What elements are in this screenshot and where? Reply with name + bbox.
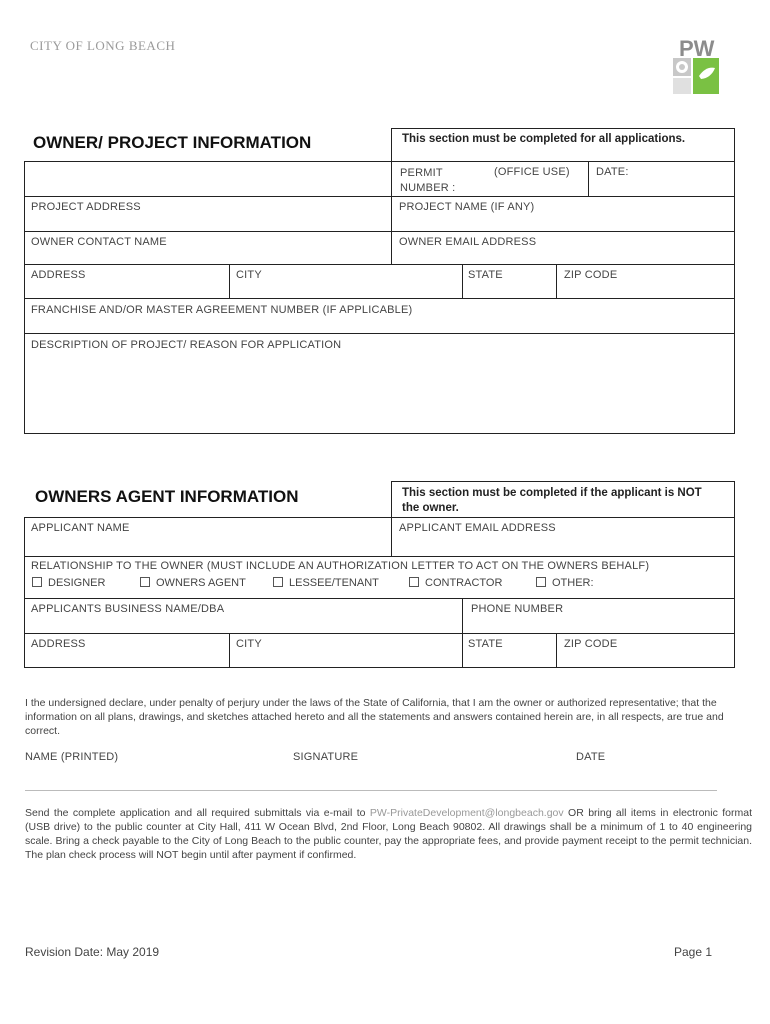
- submission-instructions: [25, 806, 752, 862]
- agent-address-field[interactable]: ADDRESS: [31, 638, 86, 650]
- project-name-field[interactable]: PROJECT NAME (IF ANY): [399, 201, 535, 213]
- checkbox-owners-agent[interactable]: [140, 577, 246, 589]
- signature-field[interactable]: SIGNATURE: [293, 751, 359, 763]
- agent-state-field[interactable]: STATE: [468, 638, 503, 650]
- applicant-name-field[interactable]: APPLICANT NAME: [31, 522, 130, 534]
- checkbox-label: CONTRACTOR: [425, 577, 503, 589]
- checkbox-box[interactable]: [273, 577, 283, 587]
- checkbox-label: OTHER:: [552, 577, 594, 589]
- relationship-label: RELATIONSHIP TO THE OWNER (MUST INCLUDE AN AUTHORIZATION LETTER TO ACT ON THE OWNERS BEHALF): [31, 560, 650, 572]
- checkbox-box[interactable]: [536, 577, 546, 587]
- pw-logo: [673, 38, 725, 98]
- checkbox-box[interactable]: [409, 577, 419, 587]
- checkbox-designer[interactable]: [32, 577, 105, 589]
- owner-state-field[interactable]: STATE: [468, 269, 503, 281]
- owner-email-field[interactable]: OWNER EMAIL ADDRESS: [399, 236, 537, 248]
- franchise-number-field[interactable]: FRANCHISE AND/OR MASTER AGREEMENT NUMBER (IF APPLICABLE): [31, 304, 413, 316]
- owner-address-field[interactable]: ADDRESS: [31, 269, 86, 281]
- checkbox-lessee-tenant[interactable]: [273, 577, 379, 589]
- phone-number-field[interactable]: PHONE NUMBER: [471, 603, 564, 615]
- checkbox-contractor[interactable]: [409, 577, 502, 589]
- permit-date-label: DATE:: [596, 166, 629, 178]
- revision-date: Revision Date: May 2019: [25, 945, 160, 959]
- signature-line: [25, 790, 717, 791]
- owner-note: This section must be completed for all applications.: [402, 133, 686, 145]
- city-name: CITY OF LONG BEACH: [30, 38, 176, 53]
- checkbox-box[interactable]: [32, 577, 42, 587]
- project-description-field[interactable]: DESCRIPTION OF PROJECT/ REASON FOR APPLICATION: [31, 339, 342, 351]
- checkbox-label: OWNERS AGENT: [156, 577, 246, 589]
- checkbox-label: DESIGNER: [48, 577, 106, 589]
- applicant-email-field[interactable]: APPLICANT EMAIL ADDRESS: [399, 522, 556, 534]
- page-number: Page 1: [674, 945, 713, 959]
- agent-note: This section must be completed if the applicant is NOT the owner.: [402, 487, 702, 514]
- pw-logo-text: PW: [679, 36, 715, 61]
- agent-city-field[interactable]: CITY: [236, 638, 262, 650]
- checkbox-label: LESSEE/TENANT: [289, 577, 379, 589]
- permit-number-label: PERMIT NUMBER :: [400, 167, 456, 194]
- checkbox-other[interactable]: [536, 577, 594, 589]
- owner-contact-name-field[interactable]: OWNER CONTACT NAME: [31, 236, 167, 248]
- project-address-field[interactable]: PROJECT ADDRESS: [31, 201, 141, 213]
- name-printed-field[interactable]: NAME (PRINTED): [25, 751, 119, 763]
- declaration-text: I the undersigned declare, under penalty of perjury under the laws of the State of California, that I am the owner or authorized representative; that the information on all plans, drawings, and sketches attached hereto and all the statements and answers contained herein are, in all respects, are true and correct.: [25, 697, 724, 737]
- agent-table: [24, 517, 735, 668]
- checkbox-box[interactable]: [140, 577, 150, 587]
- owner-zip-field[interactable]: ZIP CODE: [564, 269, 618, 281]
- signature-date-field[interactable]: DATE: [576, 751, 606, 763]
- instructions-text-end: OR bring all items in electronic format (USB drive) to the public counter at City Hall, 411 W Ocean Blvd, 2nd Floor, Long Beach 90802. All drawings shall be a minimum of 1 to 40 engineering scale. Bring a check payable to the City of Long Beach to the public counter, pay the appropriate fees, and provide payment receipt to the permit technician. The plan check process will NOT begin until after payment if confirmed.: [25, 807, 752, 861]
- agent-section-title: OWNERS AGENT INFORMATION: [35, 487, 299, 506]
- instructions-text-start: Send the complete application and all required submittals via e-mail to: [25, 807, 370, 819]
- agent-zip-field[interactable]: ZIP CODE: [564, 638, 618, 650]
- office-use-label: (OFFICE USE): [494, 166, 570, 178]
- owner-city-field[interactable]: CITY: [236, 269, 262, 281]
- owner-section-title: OWNER/ PROJECT INFORMATION: [33, 133, 312, 152]
- submission-email-link[interactable]: PW-PrivateDevelopment@longbeach.gov: [369, 807, 564, 819]
- business-name-field[interactable]: APPLICANTS BUSINESS NAME/DBA: [31, 603, 225, 615]
